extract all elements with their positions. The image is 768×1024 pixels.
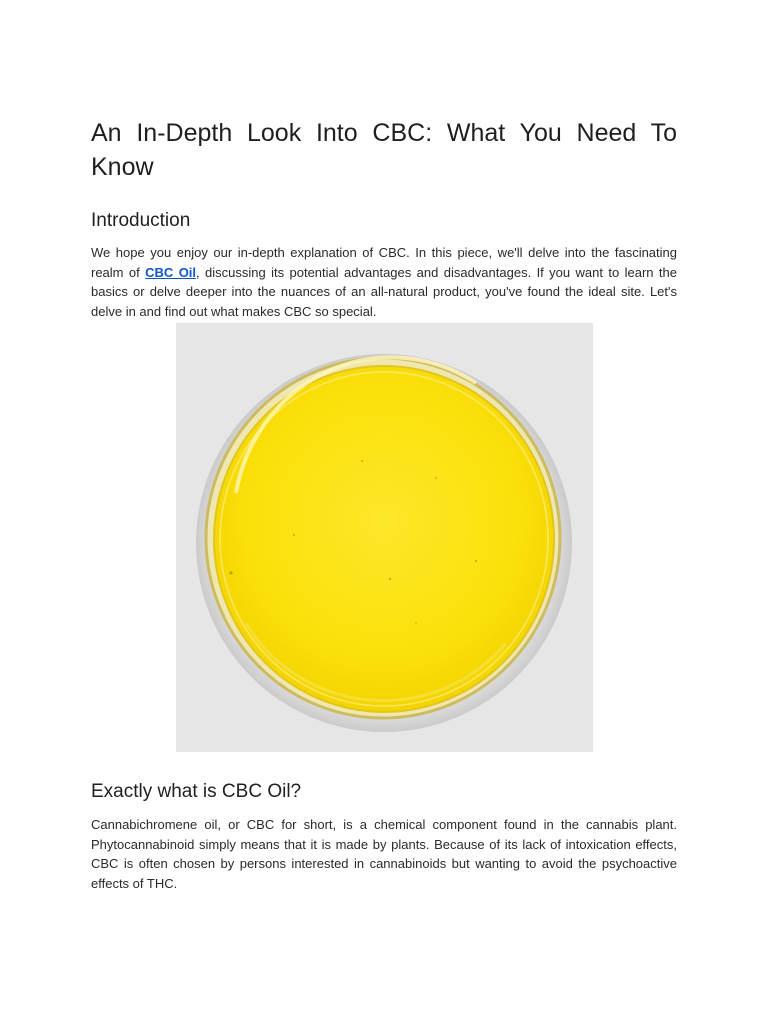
what-is-cbc-oil-heading: Exactly what is CBC Oil? — [91, 781, 302, 802]
petri-dish-illustration — [176, 323, 593, 752]
intro-text-after-link: , discussing its potential advantages and disadvantages. If you want to learn the basics or delve deeper into the nuances of an all-natural product, you've found the ideal site. Let's delve in and find out what makes CBC so special. — [91, 264, 677, 319]
what-is-cbc-oil-paragraph: Cannabichromene oil, or CBC for short, is a chemical component found in the cannabis plant. Phytocannabinoid simply means that it is made by plants. Because of its lack of intoxication effects, CBC is often chosen by persons interested in cannabinoids but wanting to avoid the psychoactive effects of THC. — [91, 817, 677, 891]
cbc-oil-petri-dish-image — [176, 323, 593, 752]
cbc-oil-link[interactable]: CBC Oil — [145, 264, 197, 280]
article-title: An In-Depth Look Into CBC: What You Need To Know — [91, 119, 677, 181]
introduction-paragraph — [91, 243, 677, 321]
intro-text-before-link: We hope you enjoy our in-depth explanation of CBC. In this piece, we'll delve into the fascinating realm of — [91, 245, 677, 280]
introduction-heading: Introduction — [91, 210, 191, 231]
